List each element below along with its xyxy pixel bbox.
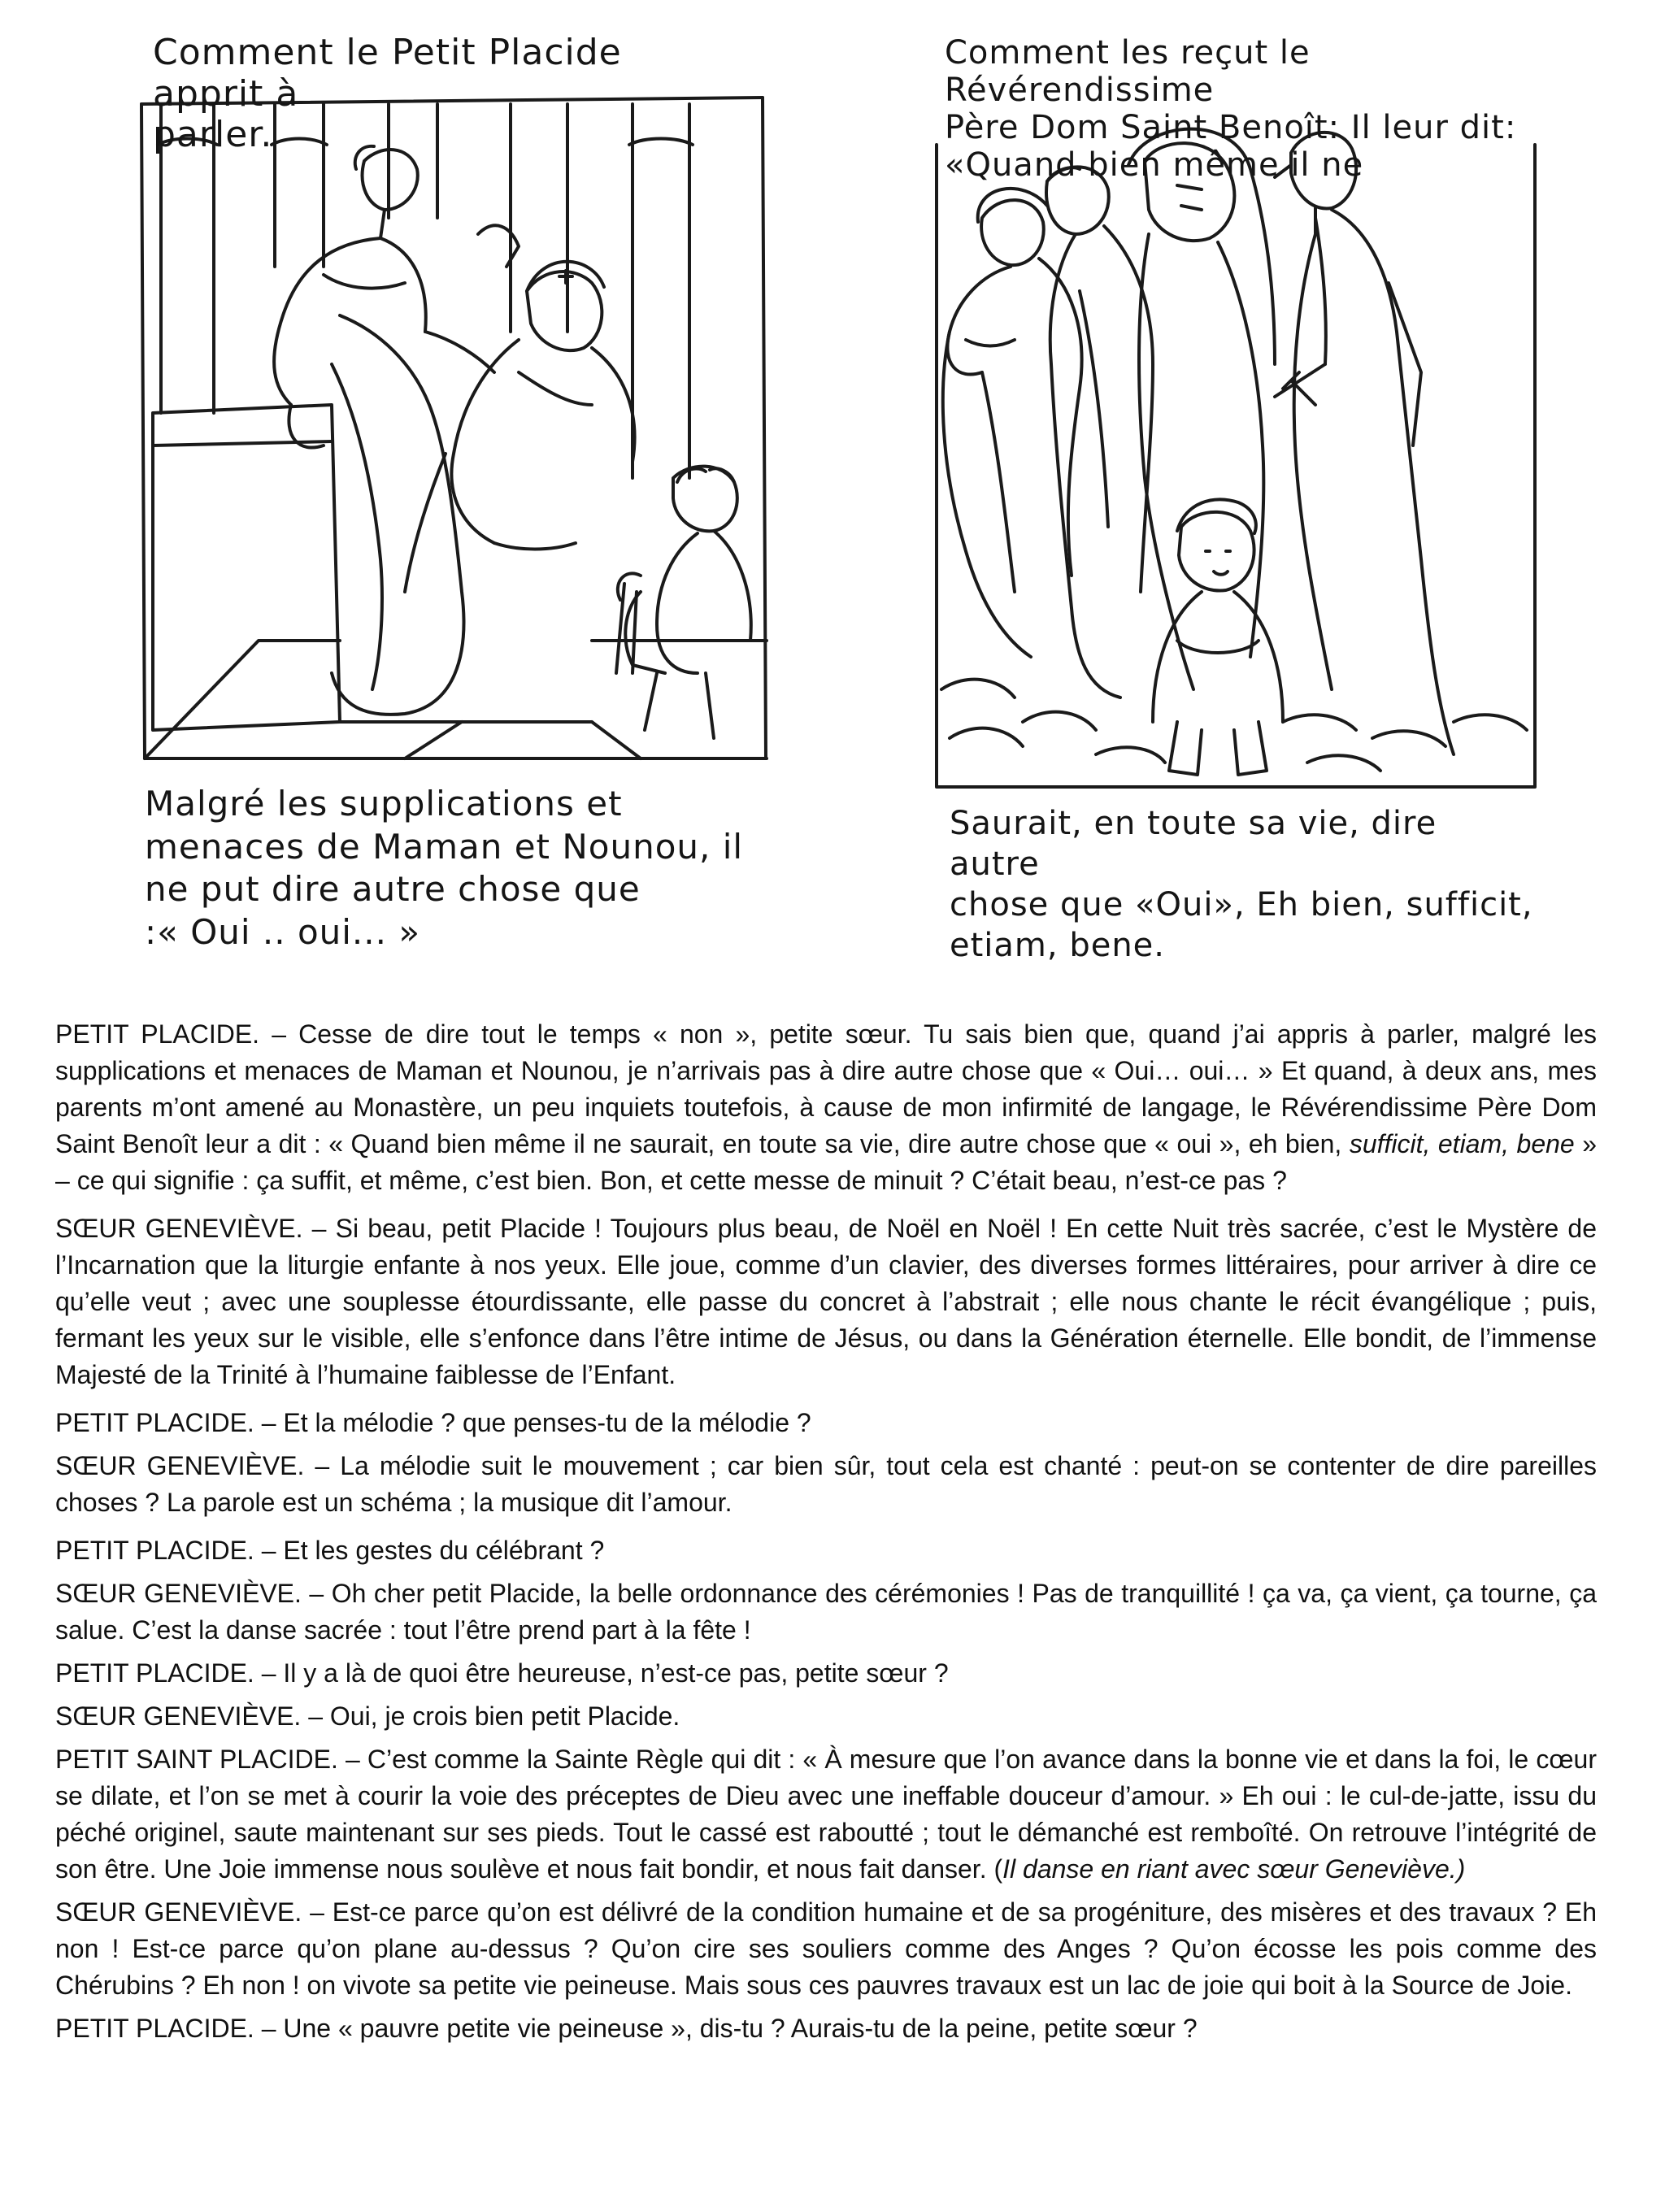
left-caption-top: Comment le Petit Placide apprit à parler. bbox=[153, 32, 622, 156]
latin-phrase: sufficit, etiam, bene bbox=[1349, 1129, 1575, 1158]
right-caption-bottom: Saurait, en toute sa vie, dire autre chose que «Oui», Eh bien, sufficit, etiam, bene. bbox=[950, 805, 1533, 964]
dialogue-text bbox=[55, 1016, 1597, 2053]
dialogue-paragraph: SŒUR GENEVIÈVE. – Oh cher petit Placide, la belle ordonnance des cérémonies ! Pas de tranquillité ! ça va, ça vient, ça tourne, ça salue. C’est la danse sacrée : tout l’être prend part à la fête ! bbox=[55, 1579, 1597, 1645]
right-caption-top: Comment les reçut le Révérendissime Père Dom Saint Benoît: Il leur dit: «Quand bien même il ne bbox=[945, 34, 1517, 184]
dialogue-paragraph bbox=[55, 1741, 1597, 1888]
dialogue-paragraph: SŒUR GENEVIÈVE. – Si beau, petit Placide ! Toujours plus beau, de Noël en Noël ! En cette Nuit très sacrée, c’est le Mystère de l’Incarnation que la liturgie enfante à nos yeux. Elle joue, comme d’un clavier, des diverses formes littéraires, pour arriver à dire ce qu’elle veut ; avec une souplesse étourdissante, elle passe du concret à l’abstrait ; elle nous chante le récit évangélique ; puis, fermant les yeux sur le visible, elle s’enfonce dans l’être intime de Jésus, ou dans la Génération éternelle. Elle bondit, de l’immense Majesté de la Trinité à l’humaine faiblesse de l’Enfant. bbox=[55, 1214, 1597, 1389]
dialogue-text-run: » – ce qui signifie : ça suffit, et même, c’est bien. Bon, et cette messe de minuit ? C’était beau, n’est-ce pas ? bbox=[55, 1129, 1598, 1195]
illustration-left bbox=[137, 23, 780, 952]
dialogue-paragraph: PETIT PLACIDE. – Il y a là de quoi être heureuse, n’est-ce pas, petite sœur ? bbox=[55, 1658, 949, 1688]
stage-direction: Il danse en riant avec sœur Geneviève.) bbox=[1002, 1854, 1466, 1884]
dialogue-paragraph: SŒUR GENEVIÈVE. – Est-ce parce qu’on est délivré de la condition humaine et de sa progéniture, des misères et des travaux ? Eh non ! Est-ce parce qu’on plane au-dessus ? Qu’on cire ses souliers comme des Anges ? Qu’on écosse les pois comme des Chérubins ? Eh non ! on vivote sa petite vie peineuse. Mais sous ces pauvres travaux est un lac de joie qui boit à la Source de Joie. bbox=[55, 1897, 1597, 2000]
dialogue-text-run: PETIT PLACIDE. – Cesse de dire tout le temps « non », petite sœur. Tu sais bien que, quand j’ai appris à parler, malgré les supplications et menaces de Maman et Nounou, je n’arrivais pas à dire autre chose que « Oui… oui… » Et quand, à deux ans, mes parents m’ont amené au Monastère, un peu inquiets toutefois, à cause de mon infirmité de langage, le Révérendissime Père Dom Saint Benoît leur a dit : « Quand bien même il ne saurait, en toute sa vie, dire autre chose que « oui », eh bien, bbox=[55, 1019, 1597, 1158]
illustrations bbox=[0, 0, 1665, 964]
left-caption-bottom: Malgré les supplications et menaces de Maman et Nounou, il ne put dire autre chose que :« Oui .. oui... » bbox=[145, 784, 744, 952]
dialogue-paragraph: PETIT PLACIDE. – Et les gestes du célébrant ? bbox=[55, 1536, 605, 1565]
illustration-right bbox=[933, 23, 1541, 964]
dialogue-paragraph: SŒUR GENEVIÈVE. – La mélodie suit le mouvement ; car bien sûr, tout cela est chanté : peut-on se contenter de dire pareilles choses ? La parole est un schéma ; la musique dit l’amour. bbox=[55, 1451, 1597, 1517]
dialogue-paragraph bbox=[55, 1016, 1597, 1199]
dialogue-paragraph: PETIT PLACIDE. – Une « pauvre petite vie peineuse », dis-tu ? Aurais-tu de la peine, petite sœur ? bbox=[55, 2014, 1198, 2043]
dialogue-paragraph: SŒUR GENEVIÈVE. – Oui, je crois bien petit Placide. bbox=[55, 1701, 680, 1731]
dialogue-paragraph: PETIT PLACIDE. – Et la mélodie ? que penses-tu de la mélodie ? bbox=[55, 1408, 811, 1437]
dialogue-text-run: PETIT SAINT PLACIDE. – C’est comme la Sainte Règle qui dit : « À mesure que l’on avance dans la bonne vie et dans la foi, le cœur se dilate, et l’on se met à courir la voie des préceptes de Dieu avec une ineffable douceur d’amour. » Eh oui : le cul-de-jatte, issu du péché originel, saute maintenant sur ses pieds. Tout le cassé est raboutté ; tout le démanché est remboîté. On retrouve l’intégrité de son être. Une Joie immense nous soulève et nous fait bondir, et nous fait danser. ( bbox=[55, 1745, 1597, 1884]
